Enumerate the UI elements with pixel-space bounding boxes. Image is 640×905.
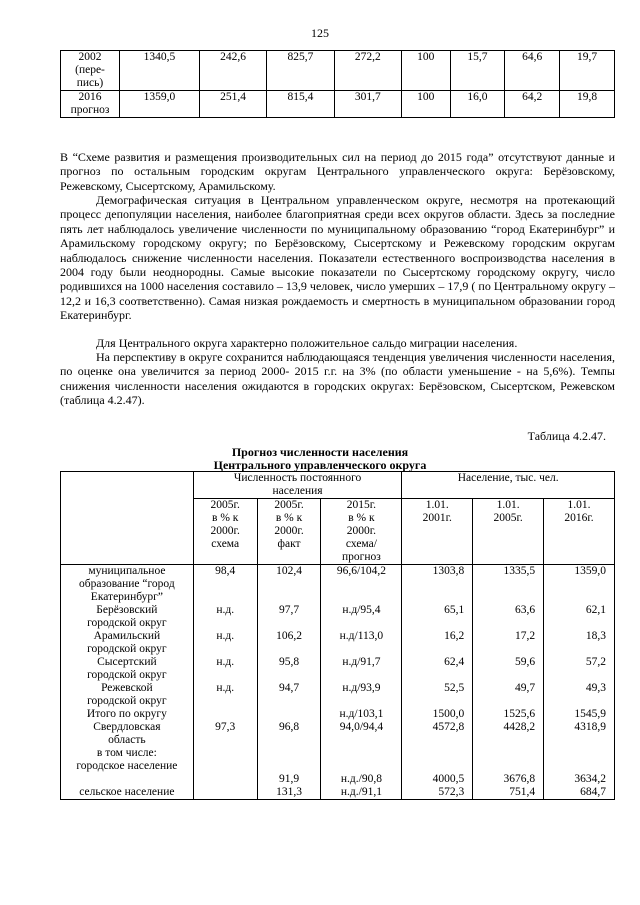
table-cell: 572,3 xyxy=(402,786,473,800)
table-cell: н.д/91,7 xyxy=(321,656,402,682)
top-data-table xyxy=(60,50,615,118)
row-label: сельское население xyxy=(61,786,194,800)
table-number: Таблица 4.2.47. xyxy=(527,429,606,443)
table-cell: 64,6 xyxy=(505,51,560,91)
table-cell: н.д/95,4 xyxy=(321,604,402,630)
column-header: 2005г. в % к 2000г. схема xyxy=(193,499,257,565)
row-label: 2002 (пере- пись) xyxy=(61,51,120,91)
table-title: Прогноз численности населения Центрального управленческого округа xyxy=(213,445,427,472)
table-row xyxy=(61,682,615,708)
row-label: муниципальное образование “город Екатеринбург” xyxy=(61,565,194,605)
table-corner-cell xyxy=(61,472,194,565)
table-row xyxy=(61,721,615,773)
table-cell: 59,6 xyxy=(473,656,544,682)
table-cell: 1303,8 xyxy=(402,565,473,605)
table-cell: 63,6 xyxy=(473,604,544,630)
row-label xyxy=(61,773,194,786)
table-cell: 16,2 xyxy=(402,630,473,656)
table-row xyxy=(61,604,615,630)
table-cell: 57,2 xyxy=(544,656,615,682)
table-cell: 18,3 xyxy=(544,630,615,656)
table-row xyxy=(61,630,615,656)
table-row xyxy=(61,708,615,721)
row-label: Свердловская область в том числе: городское население xyxy=(61,721,194,773)
table-cell: 97,3 xyxy=(193,721,257,773)
table-cell: н.д/93,9 xyxy=(321,682,402,708)
table-cell: н.д/103,1 xyxy=(321,708,402,721)
table-cell: 98,4 xyxy=(193,565,257,605)
column-header: 2005г. в % к 2000г. факт xyxy=(257,499,321,565)
table-cell: 17,2 xyxy=(473,630,544,656)
table-cell: 15,7 xyxy=(450,51,505,91)
table-cell: 52,5 xyxy=(402,682,473,708)
row-label: Арамильский городской округ xyxy=(61,630,194,656)
table-cell xyxy=(257,708,321,721)
table-cell xyxy=(193,708,257,721)
table-cell: 131,3 xyxy=(257,786,321,800)
table-cell: 62,1 xyxy=(544,604,615,630)
page-number: 125 xyxy=(311,26,329,40)
table-cell: 64,2 xyxy=(505,91,560,118)
table-cell: 96,6/104,2 xyxy=(321,565,402,605)
table-cell: 96,8 xyxy=(257,721,321,773)
column-header: 1.01. 2016г. xyxy=(544,499,615,565)
row-label: 2016 прогноз xyxy=(61,91,120,118)
table-cell: 4000,5 xyxy=(402,773,473,786)
table-cell: н.д. xyxy=(193,682,257,708)
table-row xyxy=(61,51,615,91)
table-cell: 251,4 xyxy=(199,91,266,118)
table-cell: 1359,0 xyxy=(544,565,615,605)
table-cell: 102,4 xyxy=(257,565,321,605)
table-cell: 106,2 xyxy=(257,630,321,656)
table-cell: н.д./91,1 xyxy=(321,786,402,800)
table-cell xyxy=(193,773,257,786)
table-cell: н.д. xyxy=(193,656,257,682)
table-cell: 100 xyxy=(401,91,450,118)
table-cell: 19,8 xyxy=(560,91,615,118)
table-row xyxy=(61,786,615,800)
paragraph-demography: Демографическая ситуация в Центральном управленческом округе, несмотря на протекающий процесс депопуляции населения, наиболее благоприятная среди всех округов области. Здесь за последние пять лет наблюдалось увеличение численности по муниципальному образованию “город Екатеринбург” и Арамильскому городскому округу; по Берёзовскому, Сысертскому и Режевскому городским округам наблюдалось снижение численности населения. Показатели естественного воспроизводства населения в 2004 году были неоднородны. Самые высокие показатели по Сысертскому городскому округу, число родившихся на 1000 населения составило – 13,9 человек, число умерших – 17,9 ( по Центральному округу – 12,2 и 16,3 соответственно). Самая низкая рождаемость и смертность в муниципальном образовании город Екатеринбург. xyxy=(60,193,615,323)
column-header: 2015г. в % к 2000г. схема/ прогноз xyxy=(321,499,402,565)
column-header: 1.01. 2001г. xyxy=(402,499,473,565)
table-cell: 272,2 xyxy=(334,51,401,91)
table-cell: 49,3 xyxy=(544,682,615,708)
table-row xyxy=(61,565,615,605)
table-cell: 91,9 xyxy=(257,773,321,786)
table-row xyxy=(61,656,615,682)
table-cell: 49,7 xyxy=(473,682,544,708)
table-cell: 301,7 xyxy=(334,91,401,118)
table-cell: 242,6 xyxy=(199,51,266,91)
table-cell: 100 xyxy=(401,51,450,91)
paragraph-migration: Для Центрального округа характерно положительное сальдо миграции населения. xyxy=(96,336,518,350)
table-cell: 1500,0 xyxy=(402,708,473,721)
column-header: 1.01. 2005г. xyxy=(473,499,544,565)
table-cell: 815,4 xyxy=(267,91,334,118)
table-cell: н.д/113,0 xyxy=(321,630,402,656)
table-cell: 684,7 xyxy=(544,786,615,800)
table-cell: 1335,5 xyxy=(473,565,544,605)
table-cell: 825,7 xyxy=(267,51,334,91)
table-cell xyxy=(193,786,257,800)
table-cell: 97,7 xyxy=(257,604,321,630)
row-label: Берёзовский городской округ xyxy=(61,604,194,630)
group-header-population-percent: Численность постоянного населения xyxy=(193,472,402,499)
table-cell: 751,4 xyxy=(473,786,544,800)
table-cell: н.д./90,8 xyxy=(321,773,402,786)
paragraph-intro: В “Схеме развития и размещения производительных сил на период до 2015 года” отсутствуют данные и прогноз по остальным городским округам Центрального управленческого округа: Берёзовскому, Режевскому, Сысертскому, Арамильскому. xyxy=(60,150,615,193)
table-row xyxy=(61,773,615,786)
table-cell: 4428,2 xyxy=(473,721,544,773)
row-label: Сысертский городской округ xyxy=(61,656,194,682)
table-cell: 16,0 xyxy=(450,91,505,118)
population-forecast-table xyxy=(60,471,615,800)
table-cell: 1340,5 xyxy=(120,51,200,91)
paragraph-forecast: На перспективу в округе сохранится наблюдающаяся тенденция увеличения численности населения, по оценке она увеличится за период 2000- 2015 г.г. на 3% (по области уменьшение - на 5,6%). Темпы снижения численности населения ожидаются в городских округах: Берёзовском, Сысертском, Режевском (таблица 4.2.47). xyxy=(60,350,615,408)
row-label: Итого по округу xyxy=(61,708,194,721)
table-cell: 62,4 xyxy=(402,656,473,682)
row-label: Режевской городской округ xyxy=(61,682,194,708)
table-cell: н.д. xyxy=(193,604,257,630)
table-cell: 1359,0 xyxy=(120,91,200,118)
table-cell: 94,7 xyxy=(257,682,321,708)
group-header-population-thousands: Население, тыс. чел. xyxy=(402,472,615,499)
table-cell: н.д. xyxy=(193,630,257,656)
table-cell: 3676,8 xyxy=(473,773,544,786)
table-cell: 4572,8 xyxy=(402,721,473,773)
table-cell: 4318,9 xyxy=(544,721,615,773)
table-cell: 1525,6 xyxy=(473,708,544,721)
table-cell: 1545,9 xyxy=(544,708,615,721)
table-cell: 94,0/94,4 xyxy=(321,721,402,773)
table-row xyxy=(61,91,615,118)
table-cell: 95,8 xyxy=(257,656,321,682)
table-cell: 3634,2 xyxy=(544,773,615,786)
table-cell: 19,7 xyxy=(560,51,615,91)
table-cell: 65,1 xyxy=(402,604,473,630)
